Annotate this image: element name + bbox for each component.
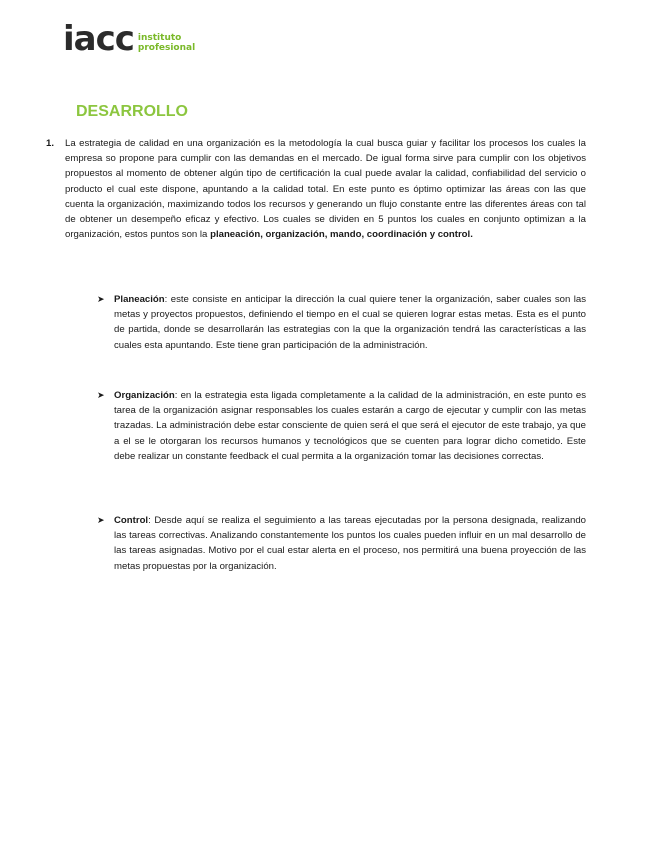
logo-subtitle	[138, 33, 195, 53]
arrowhead-bullet-icon: ➤	[97, 294, 105, 304]
item-number: 1.	[46, 138, 55, 149]
logo-subtitle-line2: profesional	[137, 43, 196, 53]
item-bold-text: planeación, organización, mando, coordinación y control.	[210, 229, 473, 241]
bullet-planeacion	[97, 292, 586, 353]
logo-subtitle-line1: instituto	[137, 33, 182, 43]
item-paragraph	[65, 136, 586, 242]
bullet-title: Control	[114, 515, 149, 526]
bullet-paragraph	[114, 292, 586, 353]
bullet-paragraph	[114, 388, 586, 464]
numbered-item-1	[46, 136, 586, 242]
bullet-paragraph	[114, 513, 586, 574]
bullet-control	[97, 513, 586, 574]
item-body-text: La estrategia de calidad en una organización es la metodología la cual busca guiar y facilitar los procesos los cuales la empresa so propone para cumplir con las demandas en el mercado. De igual forma sirve para cumplir con los objetivos propuestos al momento de obtener algún tipo de certificación la cual puede avalar la calidad, confiabilidad del servicio o producto el cual este dispone, apuntando a la calidad total. En este punto es óptimo optimizar las áreas con las que cuenta la organización, maximizando todos los recursos y generando un flujo constante entre las diferentes áreas con tal de obtener un desempeño eficaz y efectivo. Los cuales se dividen en 5 puntos los cuales en conjunto optimizan a la organización, estos puntos son la	[65, 138, 586, 241]
bullet-title: Planeación	[114, 294, 165, 305]
arrowhead-bullet-icon: ➤	[97, 390, 105, 400]
bullet-body-text: : en la estrategia esta ligada completamente a la calidad de la administración, en este punto es tarea de la organización asignar responsables los cuales estarán a cargo de ejecutar y cumplir con las metas trazadas. La administración debe estar consciente de quien será el que será el ejecutor de este trabajo, ya que a el se le otorgaran los recursos humanos y tecnológicos que se cuenten para lograr dicho cometido. Este debe realizar un constante feedback el cual permita a la organización tomar las decisiones correctas.	[114, 390, 586, 462]
bullet-title: Organización	[114, 390, 175, 401]
arrowhead-bullet-icon: ➤	[97, 515, 105, 525]
bullet-body-text: : este consiste en anticipar la dirección la cual quiere tener la organización, saber cuales son las metas y proyectos propuestos, definiendo el tiempo en el cual se quieren lograr estas metas. Esta es el punto de partida, donde se desarrollarán las estrategias con la que la organización tendrá las características a las cuales esta apuntando. Este tiene gran participación de la administración.	[114, 294, 586, 351]
bullet-body-text: : Desde aquí se realiza el seguimiento a las tareas ejecutadas por la persona designada, realizando las tareas correctivas. Analizando constantemente los puntos los cuales pueden influir en un mal desarrollo de las tareas asignadas. Motivo por el cual estar alerta en el proceso, nos permitirá una buena proyección de las metas propuestas por la organización.	[114, 515, 586, 572]
iacc-logo	[63, 19, 196, 59]
section-heading: DESARROLLO	[76, 103, 188, 120]
bullet-organizacion	[97, 388, 586, 464]
logo-wordmark: iacc	[63, 19, 134, 59]
